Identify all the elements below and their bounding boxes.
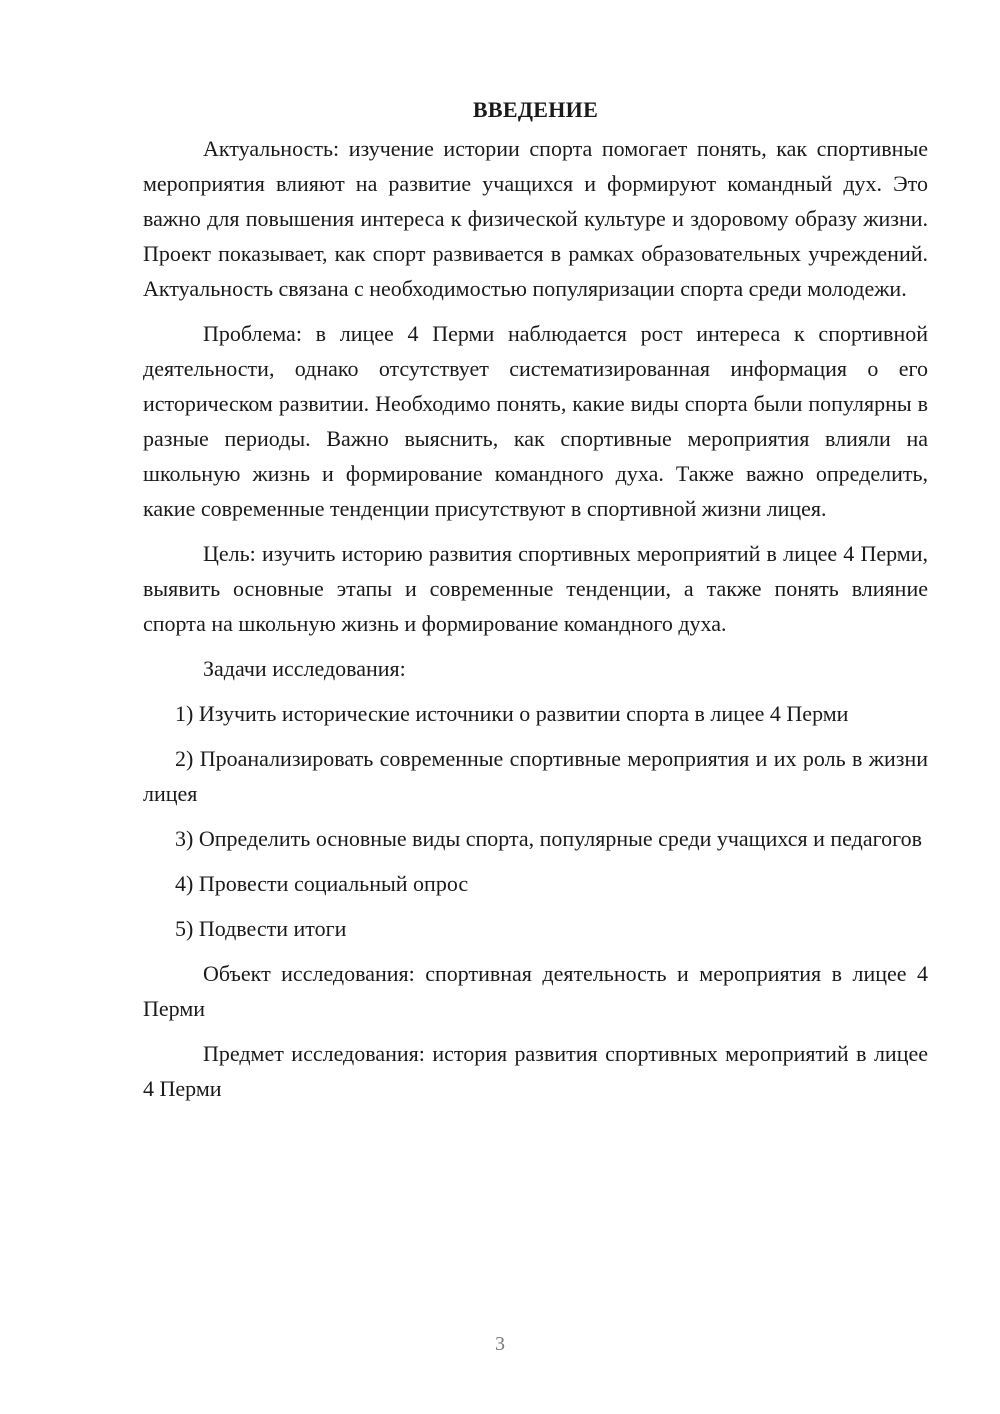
task-item-3: 3) Определить основные виды спорта, популярные среди учащихся и педагогов — [175, 826, 922, 851]
relevance-paragraph: Актуальность: изучение истории спорта помогает понять, как спортивные мероприятия влияют на развитие учащихся и формируют командный дух. Это важно для повышения интереса к физической культуре и здоровому образу жизни. Проект показывает, как спорт развивается в рамках образовательных учреждений. Актуальность связана с необходимостью популяризации спорта среди молодежи. — [143, 136, 928, 301]
problem-paragraph: Проблема: в лицее 4 Перми наблюдается рост интереса к спортивной деятельности, однако отсутствует систематизированная информация о его историческом развитии. Необходимо понять, какие виды спорта были популярны в разные периоды. Важно выяснить, как спортивные мероприятия влияли на школьную жизнь и формирование командного духа. Также важно определить, какие современные тенденции присутствуют в спортивной жизни лицея. — [143, 321, 928, 521]
document-page — [143, 95, 928, 1116]
tasks-title: Задачи исследования: — [203, 656, 406, 681]
task-item-1: 1) Изучить исторические источники о развитии спорта в лицее 4 Перми — [175, 701, 849, 726]
goal-paragraph: Цель: изучить историю развития спортивных мероприятий в лицее 4 Перми, выявить основные этапы и современные тенденции, а также понять влияние спорта на школьную жизнь и формирование командного духа. — [143, 541, 928, 636]
research-object-paragraph: Объект исследования: спортивная деятельность и мероприятия в лицее 4 Перми — [143, 961, 928, 1021]
section-heading: ВВЕДЕНИЕ — [472, 97, 599, 122]
page-number: 3 — [495, 1333, 505, 1355]
task-item-5: 5) Подвести итоги — [175, 916, 347, 941]
task-item-2: 2) Проанализировать современные спортивные мероприятия и их роль в жизни лицея — [143, 746, 928, 806]
research-subject-paragraph: Предмет исследования: история развития спортивных мероприятий в лицее 4 Перми — [143, 1041, 928, 1101]
task-item-4: 4) Провести социальный опрос — [175, 871, 469, 896]
